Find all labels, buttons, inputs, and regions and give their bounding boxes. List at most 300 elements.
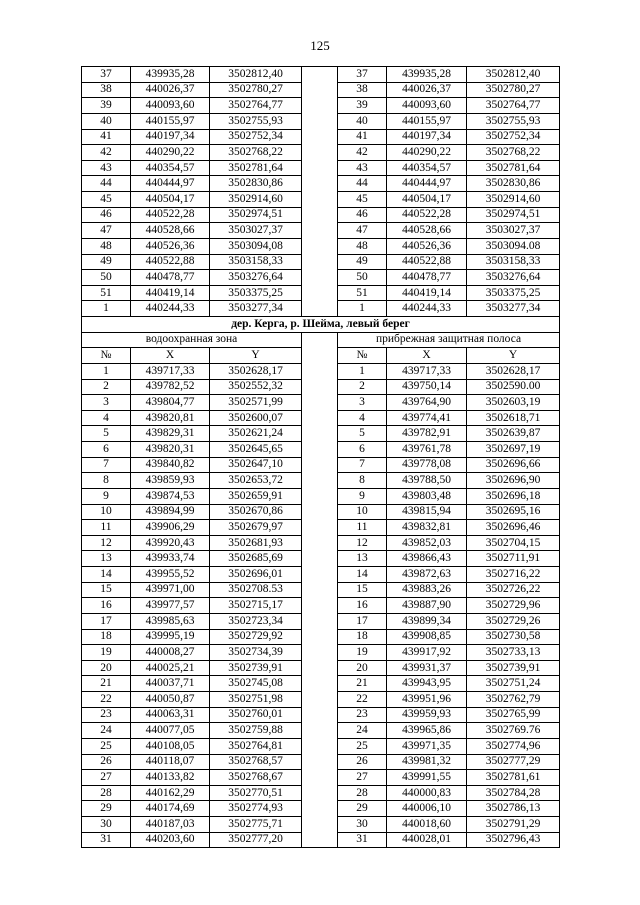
gap-cell — [302, 785, 338, 801]
table-row — [82, 98, 560, 114]
point-number: 43 — [338, 160, 387, 176]
y-coordinate: 3502752,34 — [210, 129, 302, 145]
gap-cell — [302, 379, 338, 395]
upper-rows — [82, 67, 560, 317]
y-coordinate: 3503375,25 — [467, 285, 560, 301]
table-row — [82, 598, 560, 614]
gap-cell — [302, 410, 338, 426]
table-row — [82, 613, 560, 629]
y-coordinate: 3502618,71 — [467, 410, 560, 426]
point-number: 48 — [82, 238, 131, 254]
y-coordinate: 3503277,34 — [467, 301, 560, 317]
gap-cell — [302, 238, 338, 254]
gap-cell — [302, 629, 338, 645]
gap-cell — [302, 207, 338, 223]
y-coordinate: 3502914,60 — [210, 192, 302, 208]
gap-cell — [302, 645, 338, 661]
table-row — [82, 113, 560, 129]
x-coordinate: 439951,96 — [387, 692, 467, 708]
x-coordinate: 439840,82 — [131, 457, 210, 473]
gap-cell — [302, 82, 338, 98]
header-y-right: Y — [467, 348, 560, 364]
y-coordinate: 3502739,91 — [210, 660, 302, 676]
point-number: 12 — [338, 535, 387, 551]
y-coordinate: 3502974,51 — [210, 207, 302, 223]
x-coordinate: 440419,14 — [131, 285, 210, 301]
point-number: 15 — [338, 582, 387, 598]
gap-cell — [302, 520, 338, 536]
table-row — [82, 520, 560, 536]
point-number: 48 — [338, 238, 387, 254]
x-coordinate: 439995,19 — [131, 629, 210, 645]
table-row — [82, 160, 560, 176]
y-coordinate: 3502764,81 — [210, 738, 302, 754]
point-number: 14 — [338, 567, 387, 583]
point-number: 4 — [338, 410, 387, 426]
x-coordinate: 440444,97 — [131, 176, 210, 192]
x-coordinate: 439782,91 — [387, 426, 467, 442]
point-number: 6 — [82, 442, 131, 458]
gap-cell — [302, 660, 338, 676]
point-number: 3 — [338, 395, 387, 411]
x-coordinate: 439985,63 — [131, 613, 210, 629]
point-number: 27 — [82, 770, 131, 786]
y-coordinate: 3502768,57 — [210, 754, 302, 770]
table-row — [82, 426, 560, 442]
x-coordinate: 440522,28 — [131, 207, 210, 223]
table-row — [82, 457, 560, 473]
x-coordinate: 439933,74 — [131, 551, 210, 567]
point-number: 28 — [338, 785, 387, 801]
table-row — [82, 582, 560, 598]
point-number: 8 — [338, 473, 387, 489]
y-coordinate: 3502600,07 — [210, 410, 302, 426]
y-coordinate: 3502760,01 — [210, 707, 302, 723]
x-coordinate: 440026,37 — [387, 82, 467, 98]
x-coordinate: 440008,27 — [131, 645, 210, 661]
y-coordinate: 3503027,37 — [467, 223, 560, 239]
table-row — [82, 442, 560, 458]
table-row — [82, 801, 560, 817]
y-coordinate: 3502914,60 — [467, 192, 560, 208]
x-coordinate: 440528,66 — [387, 223, 467, 239]
gap-cell — [302, 473, 338, 489]
y-coordinate: 3502730,58 — [467, 629, 560, 645]
x-coordinate: 439943,95 — [387, 676, 467, 692]
gap-cell — [302, 723, 338, 739]
point-number: 40 — [338, 113, 387, 129]
y-coordinate: 3502781,64 — [467, 160, 560, 176]
gap-cell — [302, 817, 338, 833]
point-number: 37 — [338, 67, 387, 83]
x-coordinate: 439859,93 — [131, 473, 210, 489]
point-number: 40 — [82, 113, 131, 129]
x-coordinate: 440133,82 — [131, 770, 210, 786]
y-coordinate: 3502812,40 — [467, 67, 560, 83]
point-number: 21 — [338, 676, 387, 692]
gap-cell — [302, 67, 338, 83]
y-coordinate: 3502695,16 — [467, 504, 560, 520]
table-row — [82, 129, 560, 145]
point-number: 9 — [338, 488, 387, 504]
x-coordinate: 439872,63 — [387, 567, 467, 583]
x-coordinate: 440478,77 — [131, 270, 210, 286]
x-coordinate: 440526,36 — [387, 238, 467, 254]
table-row — [82, 754, 560, 770]
point-number: 15 — [82, 582, 131, 598]
y-coordinate: 3502780,27 — [210, 82, 302, 98]
point-number: 12 — [82, 535, 131, 551]
x-coordinate: 439971,00 — [131, 582, 210, 598]
y-coordinate: 3502653,72 — [210, 473, 302, 489]
point-number: 16 — [338, 598, 387, 614]
table-row — [82, 410, 560, 426]
x-coordinate: 440419,14 — [387, 285, 467, 301]
x-coordinate: 440197,34 — [131, 129, 210, 145]
point-number: 31 — [338, 832, 387, 848]
x-coordinate: 439820,81 — [131, 410, 210, 426]
point-number: 23 — [82, 707, 131, 723]
point-number: 10 — [82, 504, 131, 520]
y-coordinate: 3502696,46 — [467, 520, 560, 536]
x-coordinate: 440006,10 — [387, 801, 467, 817]
table-row — [82, 645, 560, 661]
y-coordinate: 3502621,24 — [210, 426, 302, 442]
x-coordinate: 440444,97 — [387, 176, 467, 192]
header-num-left: № — [82, 348, 131, 364]
x-coordinate: 440522,88 — [131, 254, 210, 270]
table-row — [82, 145, 560, 161]
point-number: 24 — [82, 723, 131, 739]
point-number: 22 — [82, 692, 131, 708]
point-number: 37 — [82, 67, 131, 83]
table-row — [82, 660, 560, 676]
point-number: 22 — [338, 692, 387, 708]
x-coordinate: 440174,69 — [131, 801, 210, 817]
y-coordinate: 3502786,13 — [467, 801, 560, 817]
gap-cell — [302, 192, 338, 208]
point-number: 1 — [82, 363, 131, 379]
y-coordinate: 3502774,93 — [210, 801, 302, 817]
point-number: 7 — [338, 457, 387, 473]
x-coordinate: 440504,17 — [387, 192, 467, 208]
x-coordinate: 439832,81 — [387, 520, 467, 536]
point-number: 21 — [82, 676, 131, 692]
x-coordinate: 439959,93 — [387, 707, 467, 723]
y-coordinate: 3502639,87 — [467, 426, 560, 442]
point-number: 25 — [338, 738, 387, 754]
y-coordinate: 3503094,08 — [210, 238, 302, 254]
point-number: 46 — [82, 207, 131, 223]
left-zone-title: водоохранная зона — [82, 332, 302, 348]
gap-cell — [302, 707, 338, 723]
point-number: 30 — [338, 817, 387, 833]
y-coordinate: 3502775,71 — [210, 817, 302, 833]
y-coordinate: 3502603,19 — [467, 395, 560, 411]
x-coordinate: 439935,28 — [387, 67, 467, 83]
y-coordinate: 3502552,32 — [210, 379, 302, 395]
x-coordinate: 439764,90 — [387, 395, 467, 411]
table-row — [82, 738, 560, 754]
point-number: 51 — [338, 285, 387, 301]
gap-cell — [302, 801, 338, 817]
x-coordinate: 439887,90 — [387, 598, 467, 614]
x-coordinate: 440025,21 — [131, 660, 210, 676]
x-coordinate: 439874,53 — [131, 488, 210, 504]
table-row — [82, 567, 560, 583]
gap-cell — [302, 738, 338, 754]
x-coordinate: 440037,71 — [131, 676, 210, 692]
y-coordinate: 3502812,40 — [210, 67, 302, 83]
table-row — [82, 82, 560, 98]
gap-cell — [302, 442, 338, 458]
x-coordinate: 440077,05 — [131, 723, 210, 739]
y-coordinate: 3502681,93 — [210, 535, 302, 551]
x-coordinate: 439788,50 — [387, 473, 467, 489]
point-number: 47 — [82, 223, 131, 239]
point-number: 5 — [82, 426, 131, 442]
gap-cell — [302, 254, 338, 270]
gap-cell — [302, 160, 338, 176]
y-coordinate: 3503158,33 — [467, 254, 560, 270]
gap-cell — [302, 176, 338, 192]
table-row — [82, 785, 560, 801]
table-row — [82, 629, 560, 645]
y-coordinate: 3502768,67 — [210, 770, 302, 786]
page-number: 125 — [310, 38, 330, 53]
point-number: 50 — [82, 270, 131, 286]
y-coordinate: 3502784,28 — [467, 785, 560, 801]
table-row — [82, 176, 560, 192]
table-row — [82, 707, 560, 723]
table-row — [82, 488, 560, 504]
point-number: 9 — [82, 488, 131, 504]
x-coordinate: 439920,43 — [131, 535, 210, 551]
point-number: 14 — [82, 567, 131, 583]
x-coordinate: 440155,97 — [387, 113, 467, 129]
x-coordinate: 439717,33 — [131, 363, 210, 379]
point-number: 49 — [338, 254, 387, 270]
x-coordinate: 439778,08 — [387, 457, 467, 473]
gap-cell — [302, 504, 338, 520]
header-x-right: X — [387, 348, 467, 364]
x-coordinate: 440093,60 — [131, 98, 210, 114]
point-number: 39 — [82, 98, 131, 114]
y-coordinate: 3502571,99 — [210, 395, 302, 411]
gap-cell — [302, 223, 338, 239]
coordinates-table — [81, 66, 560, 848]
lower-rows — [82, 363, 560, 847]
point-number: 7 — [82, 457, 131, 473]
x-coordinate: 439935,28 — [131, 67, 210, 83]
point-number: 18 — [82, 629, 131, 645]
y-coordinate: 3502745,08 — [210, 676, 302, 692]
gap-cell — [302, 535, 338, 551]
gap-cell — [302, 754, 338, 770]
section-header — [82, 317, 560, 364]
y-coordinate: 3502647,10 — [210, 457, 302, 473]
x-coordinate: 439955,52 — [131, 567, 210, 583]
table-row — [82, 379, 560, 395]
point-number: 4 — [82, 410, 131, 426]
y-coordinate: 3502777,29 — [467, 754, 560, 770]
y-coordinate: 3502762,79 — [467, 692, 560, 708]
x-coordinate: 440290,22 — [387, 145, 467, 161]
table-row — [82, 395, 560, 411]
gap-cell — [302, 129, 338, 145]
point-number: 20 — [338, 660, 387, 676]
point-number: 20 — [82, 660, 131, 676]
section-title: дер. Керга, р. Шейма, левый берег — [82, 317, 560, 333]
x-coordinate: 440203,60 — [131, 832, 210, 848]
table-row — [82, 223, 560, 239]
y-coordinate: 3502628,17 — [467, 363, 560, 379]
y-coordinate: 3503094.08 — [467, 238, 560, 254]
point-number: 27 — [338, 770, 387, 786]
x-coordinate: 440522,88 — [387, 254, 467, 270]
table-row — [82, 692, 560, 708]
point-number: 13 — [338, 551, 387, 567]
x-coordinate: 440093,60 — [387, 98, 467, 114]
y-coordinate: 3502759,88 — [210, 723, 302, 739]
point-number: 41 — [82, 129, 131, 145]
x-coordinate: 439761,78 — [387, 442, 467, 458]
y-coordinate: 3502752,34 — [467, 129, 560, 145]
table-row — [82, 504, 560, 520]
x-coordinate: 440526,36 — [131, 238, 210, 254]
y-coordinate: 3502751,24 — [467, 676, 560, 692]
gap-cell — [302, 113, 338, 129]
point-number: 45 — [82, 192, 131, 208]
point-number: 30 — [82, 817, 131, 833]
y-coordinate: 3502726,22 — [467, 582, 560, 598]
gap-cell — [302, 395, 338, 411]
y-coordinate: 3502670,86 — [210, 504, 302, 520]
x-coordinate: 439717,33 — [387, 363, 467, 379]
y-coordinate: 3503276,64 — [467, 270, 560, 286]
point-number: 6 — [338, 442, 387, 458]
y-coordinate: 3502770,51 — [210, 785, 302, 801]
header-num-right: № — [338, 348, 387, 364]
y-coordinate: 3502696,18 — [467, 488, 560, 504]
y-coordinate: 3502765,99 — [467, 707, 560, 723]
table-row — [82, 363, 560, 379]
point-number: 38 — [338, 82, 387, 98]
table-row — [82, 535, 560, 551]
y-coordinate: 3502685,69 — [210, 551, 302, 567]
y-coordinate: 3502733,13 — [467, 645, 560, 661]
gap-cell — [302, 348, 338, 364]
x-coordinate: 440155,97 — [131, 113, 210, 129]
y-coordinate: 3502708.53 — [210, 582, 302, 598]
gap-cell — [302, 285, 338, 301]
y-coordinate: 3502830,86 — [210, 176, 302, 192]
x-coordinate: 439750,14 — [387, 379, 467, 395]
x-coordinate: 439931,37 — [387, 660, 467, 676]
x-coordinate: 439899,34 — [387, 613, 467, 629]
point-number: 24 — [338, 723, 387, 739]
point-number: 44 — [338, 176, 387, 192]
point-number: 19 — [82, 645, 131, 661]
point-number: 11 — [338, 520, 387, 536]
x-coordinate: 440028,01 — [387, 832, 467, 848]
table-row — [82, 723, 560, 739]
point-number: 42 — [338, 145, 387, 161]
x-coordinate: 440354,57 — [131, 160, 210, 176]
table-row — [82, 192, 560, 208]
point-number: 39 — [338, 98, 387, 114]
table-row — [82, 238, 560, 254]
table-row — [82, 301, 560, 317]
point-number: 47 — [338, 223, 387, 239]
y-coordinate: 3502974,51 — [467, 207, 560, 223]
point-number: 13 — [82, 551, 131, 567]
table-row — [82, 770, 560, 786]
y-coordinate: 3502696,66 — [467, 457, 560, 473]
gap-cell — [302, 488, 338, 504]
x-coordinate: 439804,77 — [131, 395, 210, 411]
y-coordinate: 3502830,86 — [467, 176, 560, 192]
x-coordinate: 440478,77 — [387, 270, 467, 286]
table-row — [82, 817, 560, 833]
x-coordinate: 440000,83 — [387, 785, 467, 801]
y-coordinate: 3502777,20 — [210, 832, 302, 848]
x-coordinate: 439965,86 — [387, 723, 467, 739]
y-coordinate: 3502696,01 — [210, 567, 302, 583]
y-coordinate: 3502729,92 — [210, 629, 302, 645]
y-coordinate: 3502659,91 — [210, 488, 302, 504]
table-row — [82, 67, 560, 83]
table-row — [82, 207, 560, 223]
point-number: 31 — [82, 832, 131, 848]
gap-cell — [302, 270, 338, 286]
x-coordinate: 440354,57 — [387, 160, 467, 176]
x-coordinate: 440504,17 — [131, 192, 210, 208]
gap-cell — [302, 613, 338, 629]
point-number: 28 — [82, 785, 131, 801]
x-coordinate: 440244,33 — [131, 301, 210, 317]
x-coordinate: 440050,87 — [131, 692, 210, 708]
table-row — [82, 270, 560, 286]
y-coordinate: 3502628,17 — [210, 363, 302, 379]
y-coordinate: 3502716,22 — [467, 567, 560, 583]
point-number: 5 — [338, 426, 387, 442]
table-row — [82, 551, 560, 567]
header-y-left: Y — [210, 348, 302, 364]
x-coordinate: 439971,35 — [387, 738, 467, 754]
x-coordinate: 439829,31 — [131, 426, 210, 442]
y-coordinate: 3502696,90 — [467, 473, 560, 489]
point-number: 46 — [338, 207, 387, 223]
point-number: 1 — [338, 301, 387, 317]
y-coordinate: 3503277,34 — [210, 301, 302, 317]
gap-cell — [302, 332, 338, 348]
gap-cell — [302, 582, 338, 598]
x-coordinate: 440063,31 — [131, 707, 210, 723]
point-number: 29 — [82, 801, 131, 817]
y-coordinate: 3502734,39 — [210, 645, 302, 661]
y-coordinate: 3502729,26 — [467, 613, 560, 629]
x-coordinate: 439977,57 — [131, 598, 210, 614]
x-coordinate: 439852,03 — [387, 535, 467, 551]
y-coordinate: 3502781,61 — [467, 770, 560, 786]
y-coordinate: 3502751,98 — [210, 692, 302, 708]
point-number: 1 — [82, 301, 131, 317]
y-coordinate: 3503276,64 — [210, 270, 302, 286]
y-coordinate: 3503027,37 — [210, 223, 302, 239]
y-coordinate: 3503375,25 — [210, 285, 302, 301]
y-coordinate: 3502697,19 — [467, 442, 560, 458]
